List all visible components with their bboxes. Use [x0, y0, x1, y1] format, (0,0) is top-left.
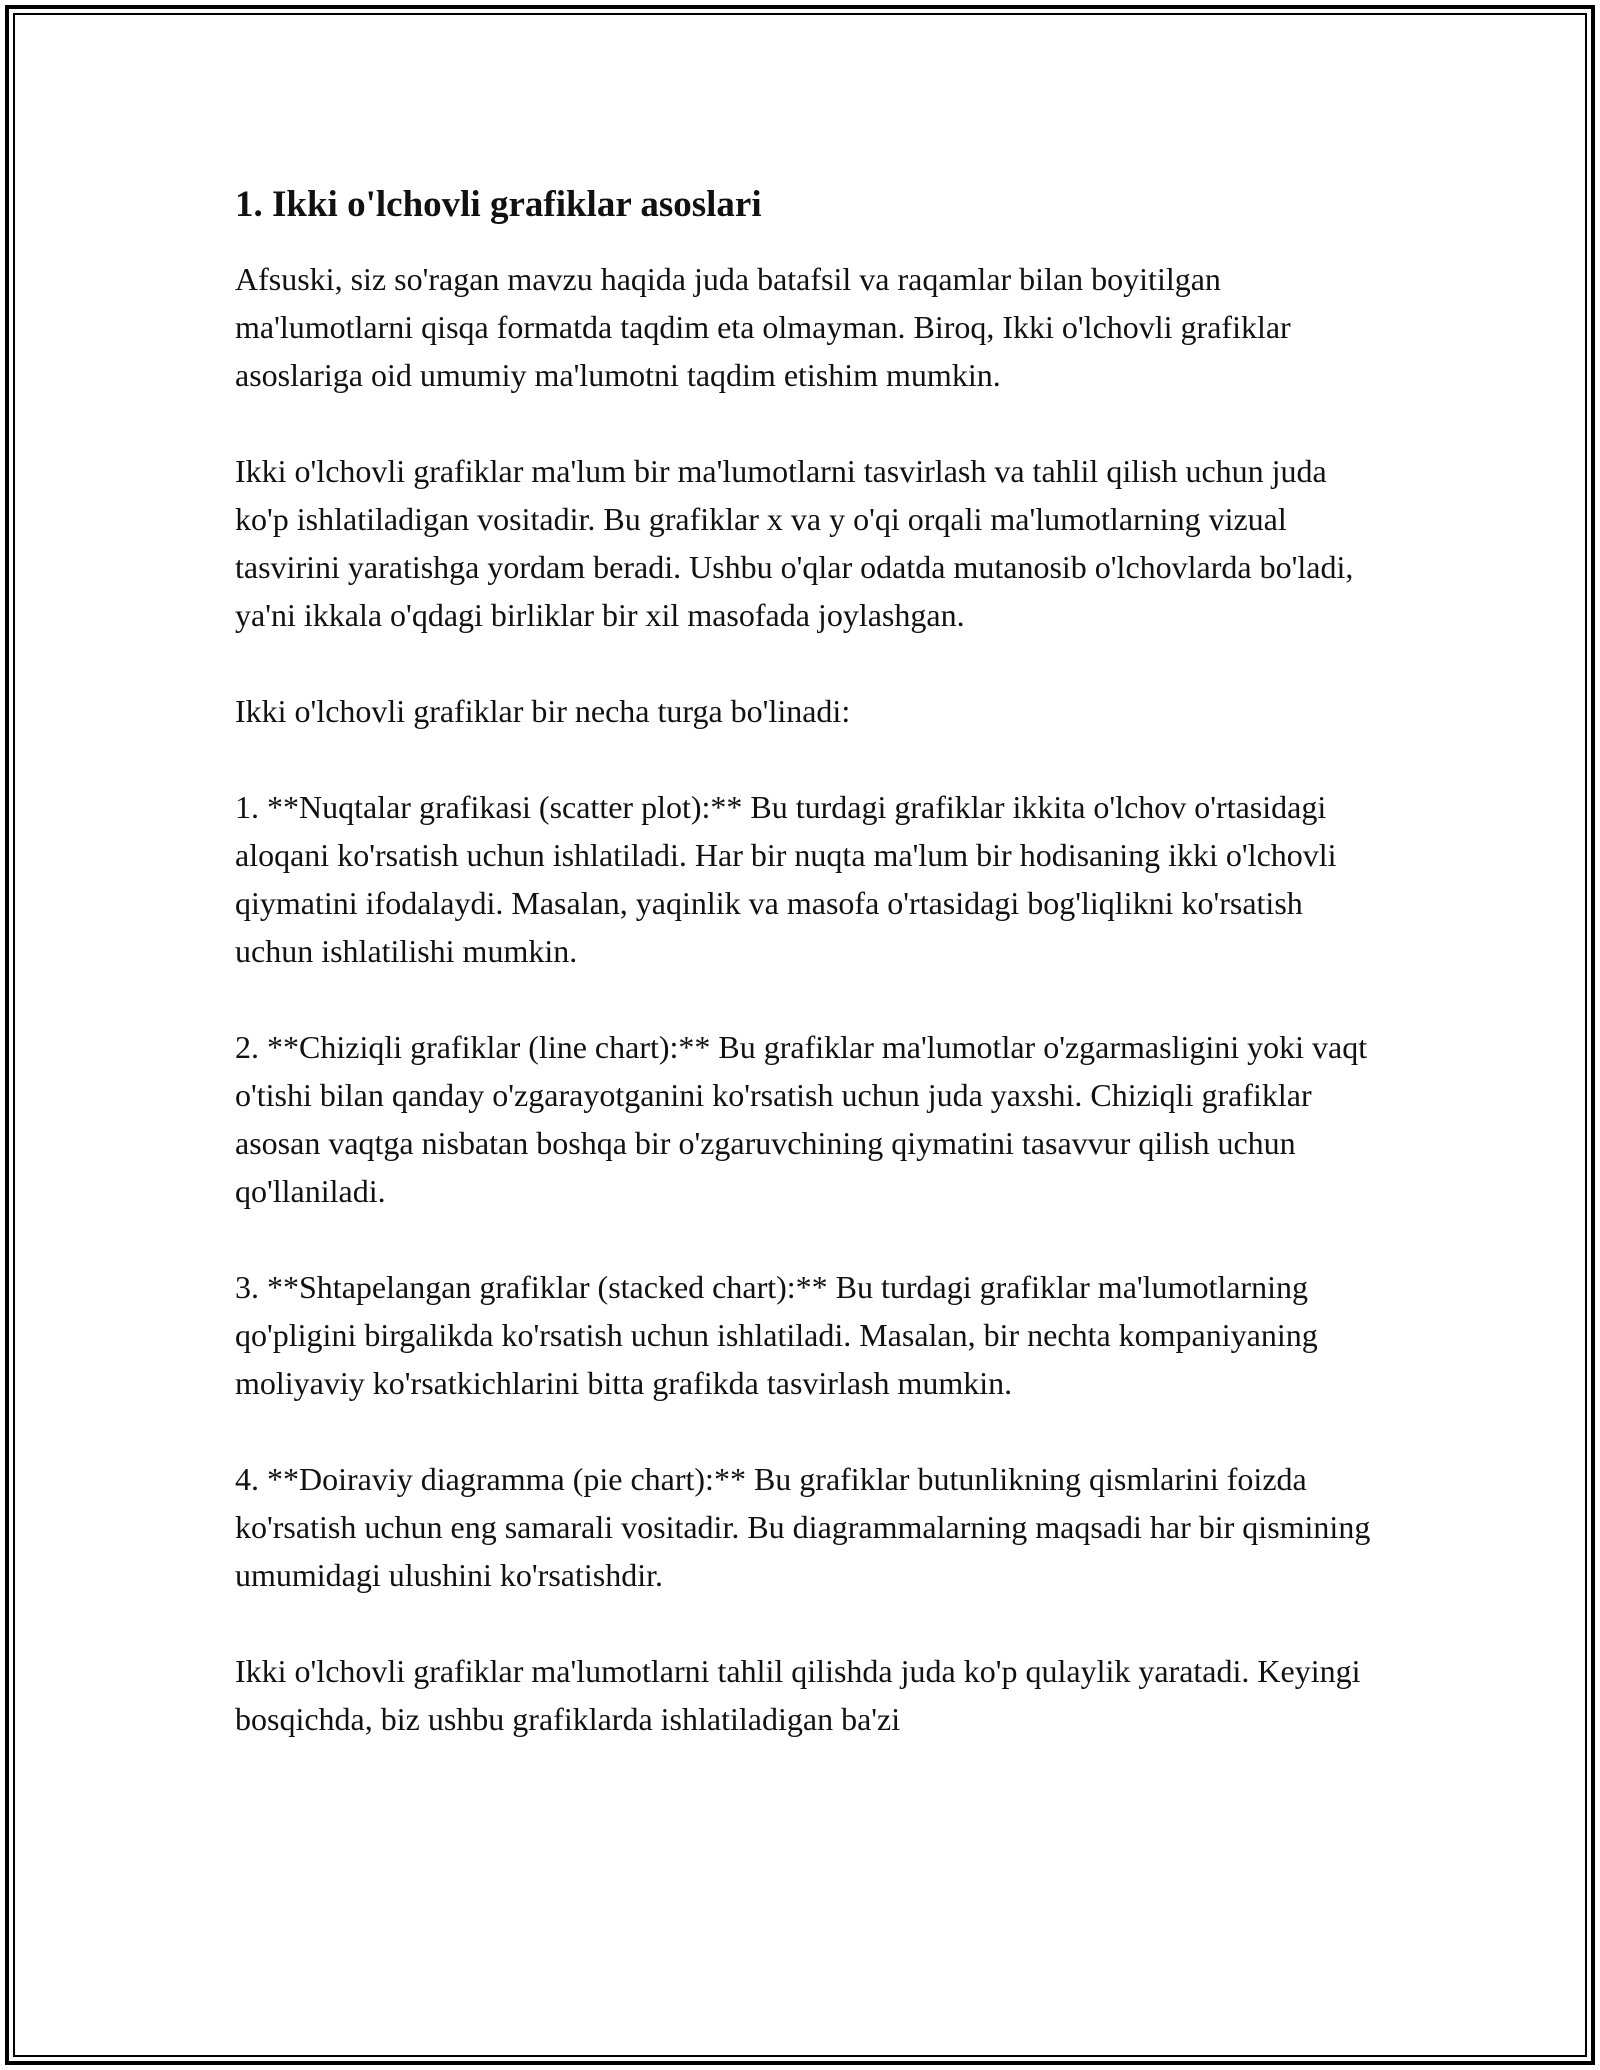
list-item-line-chart: 2. **Chiziqli grafiklar (line chart):** Bu grafiklar ma'lumotlar o'zgarmasligini yoki vaqt o'tishi bilan qanday o'zgarayotganini ko'rsatish uchun juda yaxshi. Chiziqli grafiklar asosan vaqtga nisbatan boshqa bir o'zgaruvchining qiymatini tasavvur qilish uchun qo'llaniladi. — [235, 1028, 1368, 1209]
paragraph-conclusion: Ikki o'lchovli grafiklar ma'lumotlarni tahlil qilishda juda ko'p qulaylik yaratadi. Keyingi bosqichda, biz ushbu grafiklarda ishlatiladigan ba'zi — [235, 1652, 1361, 1737]
section-heading: 1. Ikki o'lchovli grafiklar asoslari — [235, 184, 762, 225]
paragraph-types-intro: Ikki o'lchovli grafiklar bir necha turga bo'linadi: — [235, 692, 851, 729]
list-item-pie-chart: 4. **Doiraviy diagramma (pie chart):** Bu grafiklar butunlikning qismlarini foizda ko'rsatish uchun eng samarali vositadir. Bu diagrammalarning maqsadi har bir qismining umumidagi ulushini ko'rsatishdir. — [235, 1460, 1371, 1593]
list-item-stacked-chart: 3. **Shtapelangan grafiklar (stacked chart):** Bu turdagi grafiklar ma'lumotlarning qo'pligini birgalikda ko'rsatish uchun ishlatiladi. Masalan, bir nechta kompaniyaning moliyaviy ko'rsatkichlarini bitta grafikda tasvirlash mumkin. — [235, 1268, 1318, 1401]
paragraph-definition: Ikki o'lchovli grafiklar ma'lum bir ma'lumotlarni tasvirlash va tahlil qilish uchun juda ko'p ishlatiladigan vositadir. Bu grafiklar x va y o'qi orqali ma'lumotlarning vizual tasvirini yaratishga yordam beradi. Ushbu o'qlar odatda mutanosib o'lchovlarda bo'ladi, ya'ni ikkala o'qdagi birliklar bir xil masofada joylashgan. — [235, 452, 1354, 633]
list-item-scatter-plot: 1. **Nuqtalar grafikasi (scatter plot):** Bu turdagi grafiklar ikkita o'lchov o'rtasidagi aloqani ko'rsatish uchun ishlatiladi. Har bir nuqta ma'lum bir hodisaning ikki o'lchovli qiymatini ifodalaydi. Masalan, yaqinlik va masofa o'rtasidagi bog'liqlikni ko'rsatish uchun ishlatilishi mumkin. — [235, 788, 1337, 969]
document-body — [235, 180, 1385, 1743]
paragraph-intro: Afsuski, siz so'ragan mavzu haqida juda batafsil va raqamlar bilan boyitilgan ma'lumotlarni qisqa formatda taqdim eta olmayman. Biroq, Ikki o'lchovli grafiklar asoslariga oid umumiy ma'lumotni taqdim etishim mumkin. — [235, 260, 1291, 393]
